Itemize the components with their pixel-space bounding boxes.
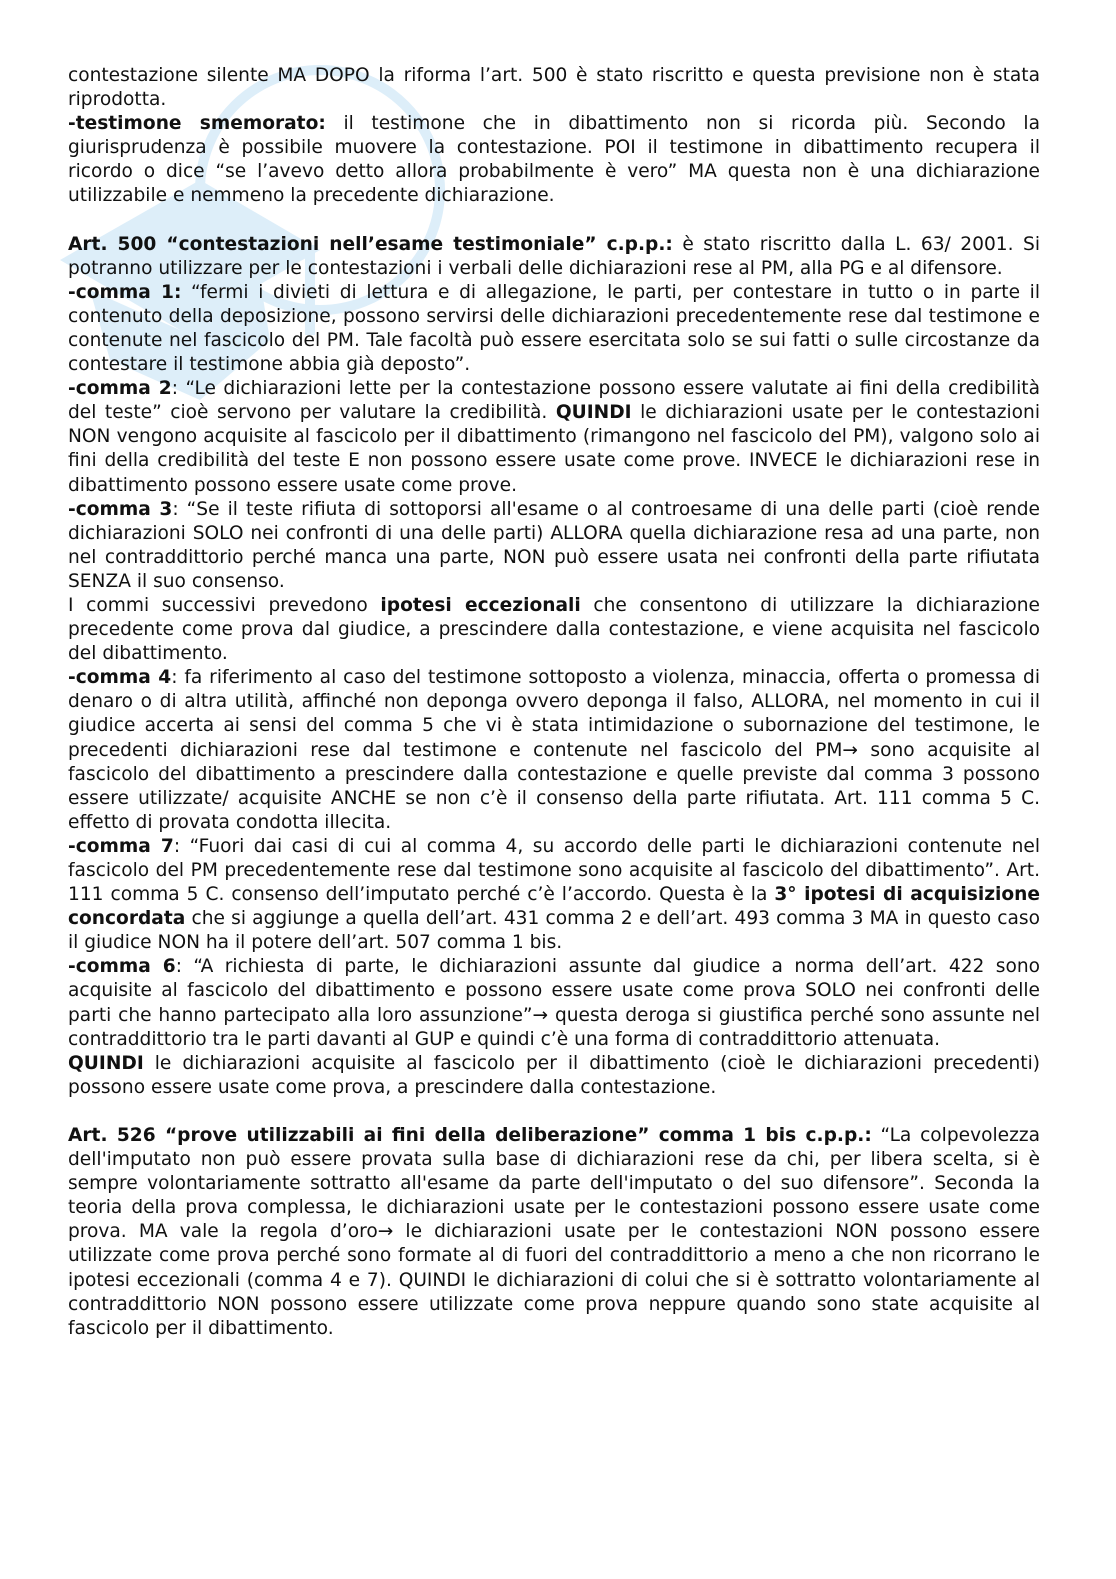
paragraph-p3 [68,233,1040,281]
text-run: il testimone che in dibattimento non si ricorda più. Secondo la giurisprudenza è possibile muovere la contestazione. POI il testimone in dibattimento recupera il ricordo o dice “se l’avevo detto allora probabilmente è vero” MA questa non è una dichiarazione utilizzabile e nemmeno la precedente dichiarazione. [68,113,1040,207]
text-run: le dichiarazioni usate per le contestazioni NON vengono acquisite al fascicolo per il dibattimento (rimangono nel fascicolo del PM), valgono solo ai fini della credibilità del teste E non possono essere usate come prove. INVECE le dichiarazioni rese in dibattimento possono essere usate come prove. [68,402,1040,496]
paragraph-p10 [68,955,1040,1051]
bold-text-run: Art. 500 “contestazioni nell’esame testimoniale” c.p.p.: [68,233,673,255]
paragraph-p12 [68,1124,1040,1341]
text-run: : “A richiesta di parte, le dichiarazioni assunte dal giudice a norma dell’art. 422 sono acquisite al fascicolo del dibattimento e possono essere usate come prova SOLO nei confronti delle parti che hanno partecipato alla loro assunzione”→ questa deroga si giustifica perché sono assunte nel contraddittorio tra le parti davanti al GUP e quindi c’è una forma di contraddittorio attenuata. [68,956,1040,1050]
bold-text-run: Art. 526 “prove utilizzabili ai fini della deliberazione” comma 1 bis c.p.p.: [68,1124,872,1146]
text-run: che si aggiunge a quella dell’art. 431 comma 2 e dell’art. 493 comma 3 MA in questo caso il giudice NON ha il potere dell’art. 507 comma 1 bis. [68,908,1040,954]
bold-text-run: -comma 4 [68,667,172,689]
text-run: : “Se il teste rifiuta di sottoporsi all'esame o al controesame di una delle parti (cioè rende dichiarazioni SOLO nei confronti di una delle parti) ALLORA quella dichiarazione resa ad una parte, non nel contraddittorio perché manca una parte, NON può essere usata nei confronti della parte rifiutata SENZA il suo consenso. [68,498,1040,592]
bold-text-run: -comma 3 [68,498,173,520]
text-run: I commi successivi prevedono [68,594,381,616]
bold-text-run: QUINDI [68,1052,144,1074]
text-run: : “Le dichiarazioni lette per la contestazione possono essere valutate ai fini della credibilità del teste” cioè servono per valutare la credibilità. [68,378,1040,424]
text-run: “fermi i divieti di lettura e di allegazione, le parti, per contestare in tutto o in parte il contenuto della deposizione, possono servirsi delle dichiarazioni precedentemente rese dal testimone e contenute nel fascicolo del PM. Tale facoltà può essere esercitata solo se sui fatti o sulle circostanze da contestare il testimone abbia già deposto”. [68,281,1040,376]
bold-text-run: -comma 1: [68,281,182,303]
bold-text-run: -comma 2 [68,378,172,400]
text-run: le dichiarazioni acquisite al fascicolo per il dibattimento (cioè le dichiarazioni precedenti) possono essere usate come prova, a prescindere dalla contestazione. [68,1052,1040,1098]
paragraph-p2 [68,112,1040,208]
paragraph-p9 [68,835,1040,955]
bold-text-run: ipotesi eccezionali [380,594,581,616]
bold-text-run: -testimone smemorato: [68,113,326,135]
bold-text-run: -comma 7 [68,835,174,857]
text-run: “La colpevolezza dell'imputato non può essere provata sulla base di dichiarazioni rese da chi, per libera scelta, si è sempre volontariamente sottratto all'esame da parte dell'imputato o del suo difensore”. Seconda la teoria della prova complessa, le dichiarazioni usate per le contestazioni possono essere usate come prova. MA vale la regola d’oro→ le dichiarazioni usate per le contestazioni NON possono essere utilizzate come prova perché sono formate al di fuori del contraddittorio a meno a che non ricorrano le ipotesi eccezionali (comma 4 e 7). QUINDI le dichiarazioni di colui che si è sottratto volontariamente al contraddittorio NON possono essere utilizzate come prova neppure quando sono state acquisite al fascicolo per il dibattimento. [68,1124,1040,1339]
text-run: che consentono di utilizzare la dichiarazione precedente come prova dal giudice, a prescindere dalla contestazione, e viene acquisita nel fascicolo del dibattimento. [68,594,1040,665]
paragraph-p7 [68,594,1040,666]
document-page [68,64,1040,1341]
paragraph-p11 [68,1052,1040,1100]
text-run: contestazione silente MA DOPO la riforma l’art. 500 è stato riscritto e questa previsione non è stata riprodotta. [68,65,1040,111]
paragraph-p6 [68,498,1040,594]
text-run: : “Fuori dai casi di cui al comma 4, su accordo delle parti le dichiarazioni contenute nel fascicolo del PM precedentemente rese dal testimone sono acquisite al fascicolo del dibattimento”. Art. 111 comma 5 C. consenso dell’imputato perché c’è l’accordo. Questa è la [68,835,1040,906]
paragraph-p1 [68,64,1040,112]
text-run: : fa riferimento al caso del testimone sottoposto a violenza, minaccia, offerta o promessa di denaro o di altra utilità, affinché non deponga ovvero deponga il falso, ALLORA, nel momento in cui il giudice accerta ai sensi del comma 5 che vi è stata intimidazione o subornazione del testimone, le precedenti dichiarazioni rese dal testimone e contenute nel fascicolo del PM→ sono acquisite al fascicolo del dibattimento a prescindere dalla contestazione e quelle previste dal comma 3 possono essere utilizzate/ acquisite ANCHE se non c’è il consenso della parte rifiutata. Art. 111 comma 5 C. effetto di provata condotta illecita. [68,667,1040,833]
paragraph-p8 [68,666,1040,835]
bold-text-run: QUINDI [555,402,632,424]
text-run: è stato riscritto dalla L. 63/ 2001. Si potranno utilizzare per le contestazioni i verbali delle dichiarazioni rese al PM, alla PG e al difensore. [68,233,1040,279]
paragraph-p4 [68,281,1040,377]
bold-text-run: 3° ipotesi di acquisizione concordata [68,884,1041,930]
bold-text-run: -comma 6 [68,956,176,978]
paragraph-p5 [68,377,1040,497]
